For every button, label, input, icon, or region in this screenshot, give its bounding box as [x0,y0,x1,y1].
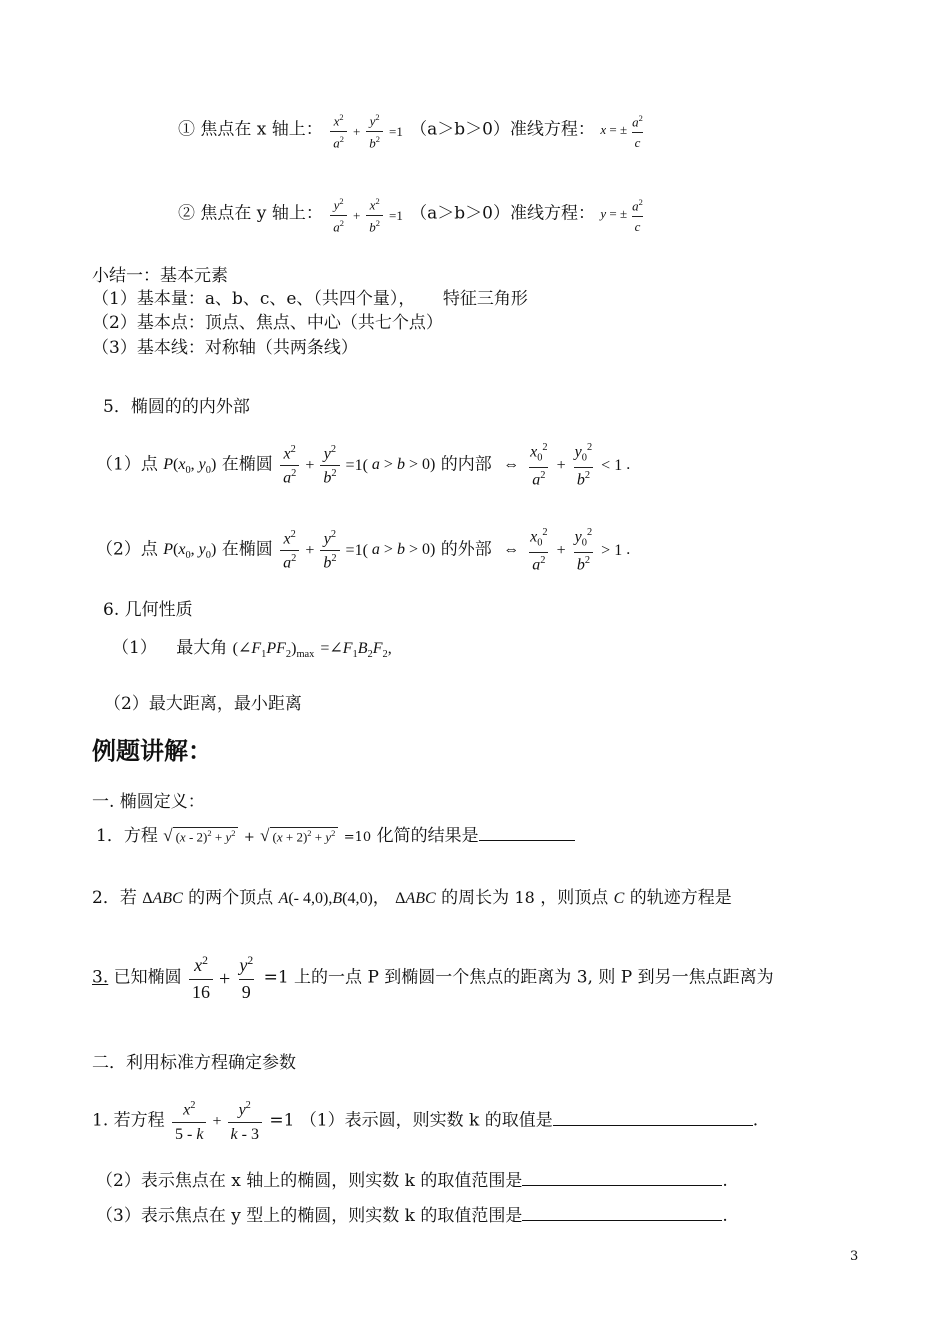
ellipse-x-equation: $\frac{x^2}{a^2}$ + $\frac{y^2}{b^2}$ =1 [328,122,410,137]
ellipse-16-9: $\frac{x^2}{16}$ + $\frac{y^2}{9}$ [187,967,258,987]
directrix-y-formula: y = ± $\frac{a^2}{c}$ [600,196,643,234]
radical-expression-2: √ $(x + 2)^2 + y^2$ [260,827,338,847]
question-2: 2．若 ΔABC 的两个顶点 A(- 4,0),B(4,0)， ΔABC 的周长为 18 ，则顶点 C 的轨迹方程是 [92,888,732,908]
summary-title: 小结一：基本元素 [92,266,228,286]
summary-item-3: （3）基本线：对称轴（共两条线） [92,338,358,358]
perimeter-value: 18 [514,888,535,907]
point-p: $P(x_0$, $y_0$) [163,541,217,562]
vertices: A(- 4,0),B(4,0) [278,890,373,907]
part-2-title: 二．利用标准方程确定参数 [92,1053,296,1073]
param-equation: $\frac{x^2}{5 - k}$ + $\frac{y^2}{k - 3}$ [170,1113,264,1130]
page-number: 3 [850,1249,859,1264]
point-p: $P(x_0$, $y_0$) [163,456,217,477]
max-angle-formula: $(\angle F_1PF_2)_{max}$ $=\angle F_1B_2F_2$, [232,640,392,661]
directrix-x-line: ① 焦点在 x 轴上： $\frac{x^2}{a^2}$ + $\frac{y^2}{b^2}$ =1 （a＞b＞0）准线方程： x = ± $\frac{a^2}{c}$ [178,112,648,151]
triangle-abc: ΔABC [142,890,183,907]
ellipse-equation: $\frac{x^2}{a^2}$ + $\frac{y^2}{b^2}$ =1( a > b > 0) [278,541,435,558]
answer-blank-1[interactable] [479,840,575,841]
part-1-title: 一. 椭圆定义： [92,792,205,812]
param-question-3: （3）表示焦点在 y 型上的椭圆，则实数 k 的取值范围是 . [96,1206,728,1226]
examples-heading: 例题讲解： [92,737,212,765]
radical-expression-1: √ $(x - 2)^2 + y^2$ [163,827,238,847]
summary-item-2: （2）基本点：顶点、焦点、中心（共七个点） [92,313,443,333]
answer-blank-p1[interactable] [553,1125,753,1126]
section-5-title: 5．椭圆的的内外部 [103,397,250,417]
summary-item-1: （1）基本量：a、b、c、e、（共四个量）， 特征三角形 [92,289,528,309]
directrix-x-formula: x = ± $\frac{a^2}{c}$ [600,112,643,150]
answer-blank-p3[interactable] [522,1220,722,1221]
param-question-2: （2）表示焦点在 x 轴上的椭圆，则实数 k 的取值范围是 . [96,1171,728,1191]
inside-inequality: ⇔ $\frac{x_0^2}{a^2}$ + $\frac{y_0^2}{b^2}$ < 1 . [503,442,631,489]
directrix-y-line: ② 焦点在 y 轴上： $\frac{y^2}{a^2}$ + $\frac{x^2}{b^2}$ =1 （a＞b＞0）准线方程： y = ± $\frac{a^2}{c}$ [178,196,648,235]
question-1: 1．方程 √ $(x - 2)^2 + y^2$ + √ $(x + 2)^2 + y^2$ =10 化简的结果是 [96,826,575,846]
outside-condition-line: （2）点 $P(x_0$, $y_0$) 在椭圆 $\frac{x^2}{a^2}$ + $\frac{y^2}{b^2}$ =1( a > b > 0) 的外部 ⇔ $\frac{x_0^2}{a^2}$ + $\frac{y_0^2}{b^2}$ > 1 . [96,527,631,574]
outside-inequality: ⇔ $\frac{x_0^2}{a^2}$ + $\frac{y_0^2}{b^2}$ > 1 . [503,527,631,574]
distance-line: （2）最大距离，最小距离 [104,694,302,714]
inside-condition-line: （1）点 $P(x_0$, $y_0$) 在椭圆 $\frac{x^2}{a^2}$ + $\frac{y^2}{b^2}$ =1( a > b > 0) 的内部 ⇔ $\frac{x_0^2}{a^2}$ + $\frac{y_0^2}{b^2}$ < 1 . [96,442,631,489]
section-6-title: 6. 几何性质 [103,600,193,620]
triangle-abc: ΔABC [395,890,436,907]
ellipse-equation: $\frac{x^2}{a^2}$ + $\frac{y^2}{b^2}$ =1( a > b > 0) [278,456,435,473]
vertex-c: C [613,890,625,907]
param-question-1: 1. 若方程 $\frac{x^2}{5 - k}$ + $\frac{y^2}{k - 3}$ =1 （1）表示圆，则实数 k 的取值是 . [92,1100,759,1143]
answer-blank-p2[interactable] [522,1185,722,1186]
question-3: 3. 已知椭圆 $\frac{x^2}{16}$ + $\frac{y^2}{9}$ =1 上的一点 P 到椭圆一个焦点的距离为 3, 则 P 到另一焦点距离为 [92,954,774,1002]
ellipse-y-equation: $\frac{y^2}{a^2}$ + $\frac{x^2}{b^2}$ =1 [328,206,410,221]
max-angle-line: （1） 最大角 $(\angle F_1PF_2)_{max}$ $=\angle F_1B_2F_2$, [112,638,392,661]
